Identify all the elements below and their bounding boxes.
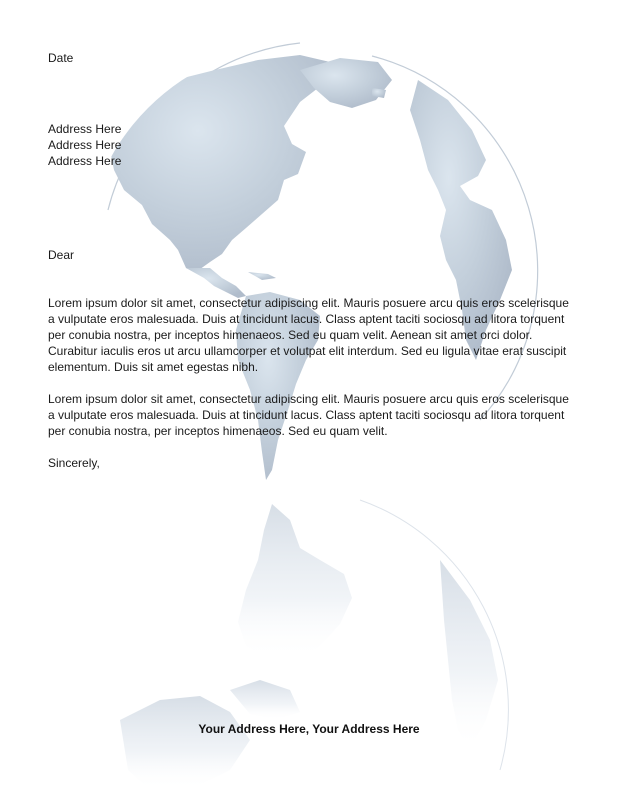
date-line: Date (48, 51, 74, 65)
salutation: Dear (48, 248, 75, 262)
recipient-address (48, 121, 573, 169)
body-paragraph: Lorem ipsum dolor sit amet, consectetur adipiscing elit. Mauris posuere arcu quis eros scelerisque a vulputate eros malesuada. Duis at tincidunt lacus. Class aptent taciti sociosqu ad litora torquent per conubia nostra, per inceptos himenaeos. Sed eu quam velit. (48, 392, 569, 438)
address-line: Address Here (48, 154, 122, 168)
address-line: Address Here (48, 122, 122, 136)
address-line: Address Here (48, 138, 122, 152)
body-paragraph: Lorem ipsum dolor sit amet, consectetur adipiscing elit. Mauris posuere arcu quis eros scelerisque a vulputate eros malesuada. Duis at tincidunt lacus. Class aptent taciti sociosqu ad litora torquent per conubia nostra, per inceptos himenaeos. Sed eu quam velit. Aenean sit amet orci dolor. Curabitur iaculis eros ut arcu ullamcorper et volutpat elit interdum. Sed eu ligula vitae erat suscipit elementum. Duis sit amet egestas nibh. (48, 296, 569, 374)
letter-body (48, 50, 573, 471)
closing: Sincerely, (48, 456, 100, 470)
footer-address: Your Address Here, Your Address Here (198, 722, 420, 736)
